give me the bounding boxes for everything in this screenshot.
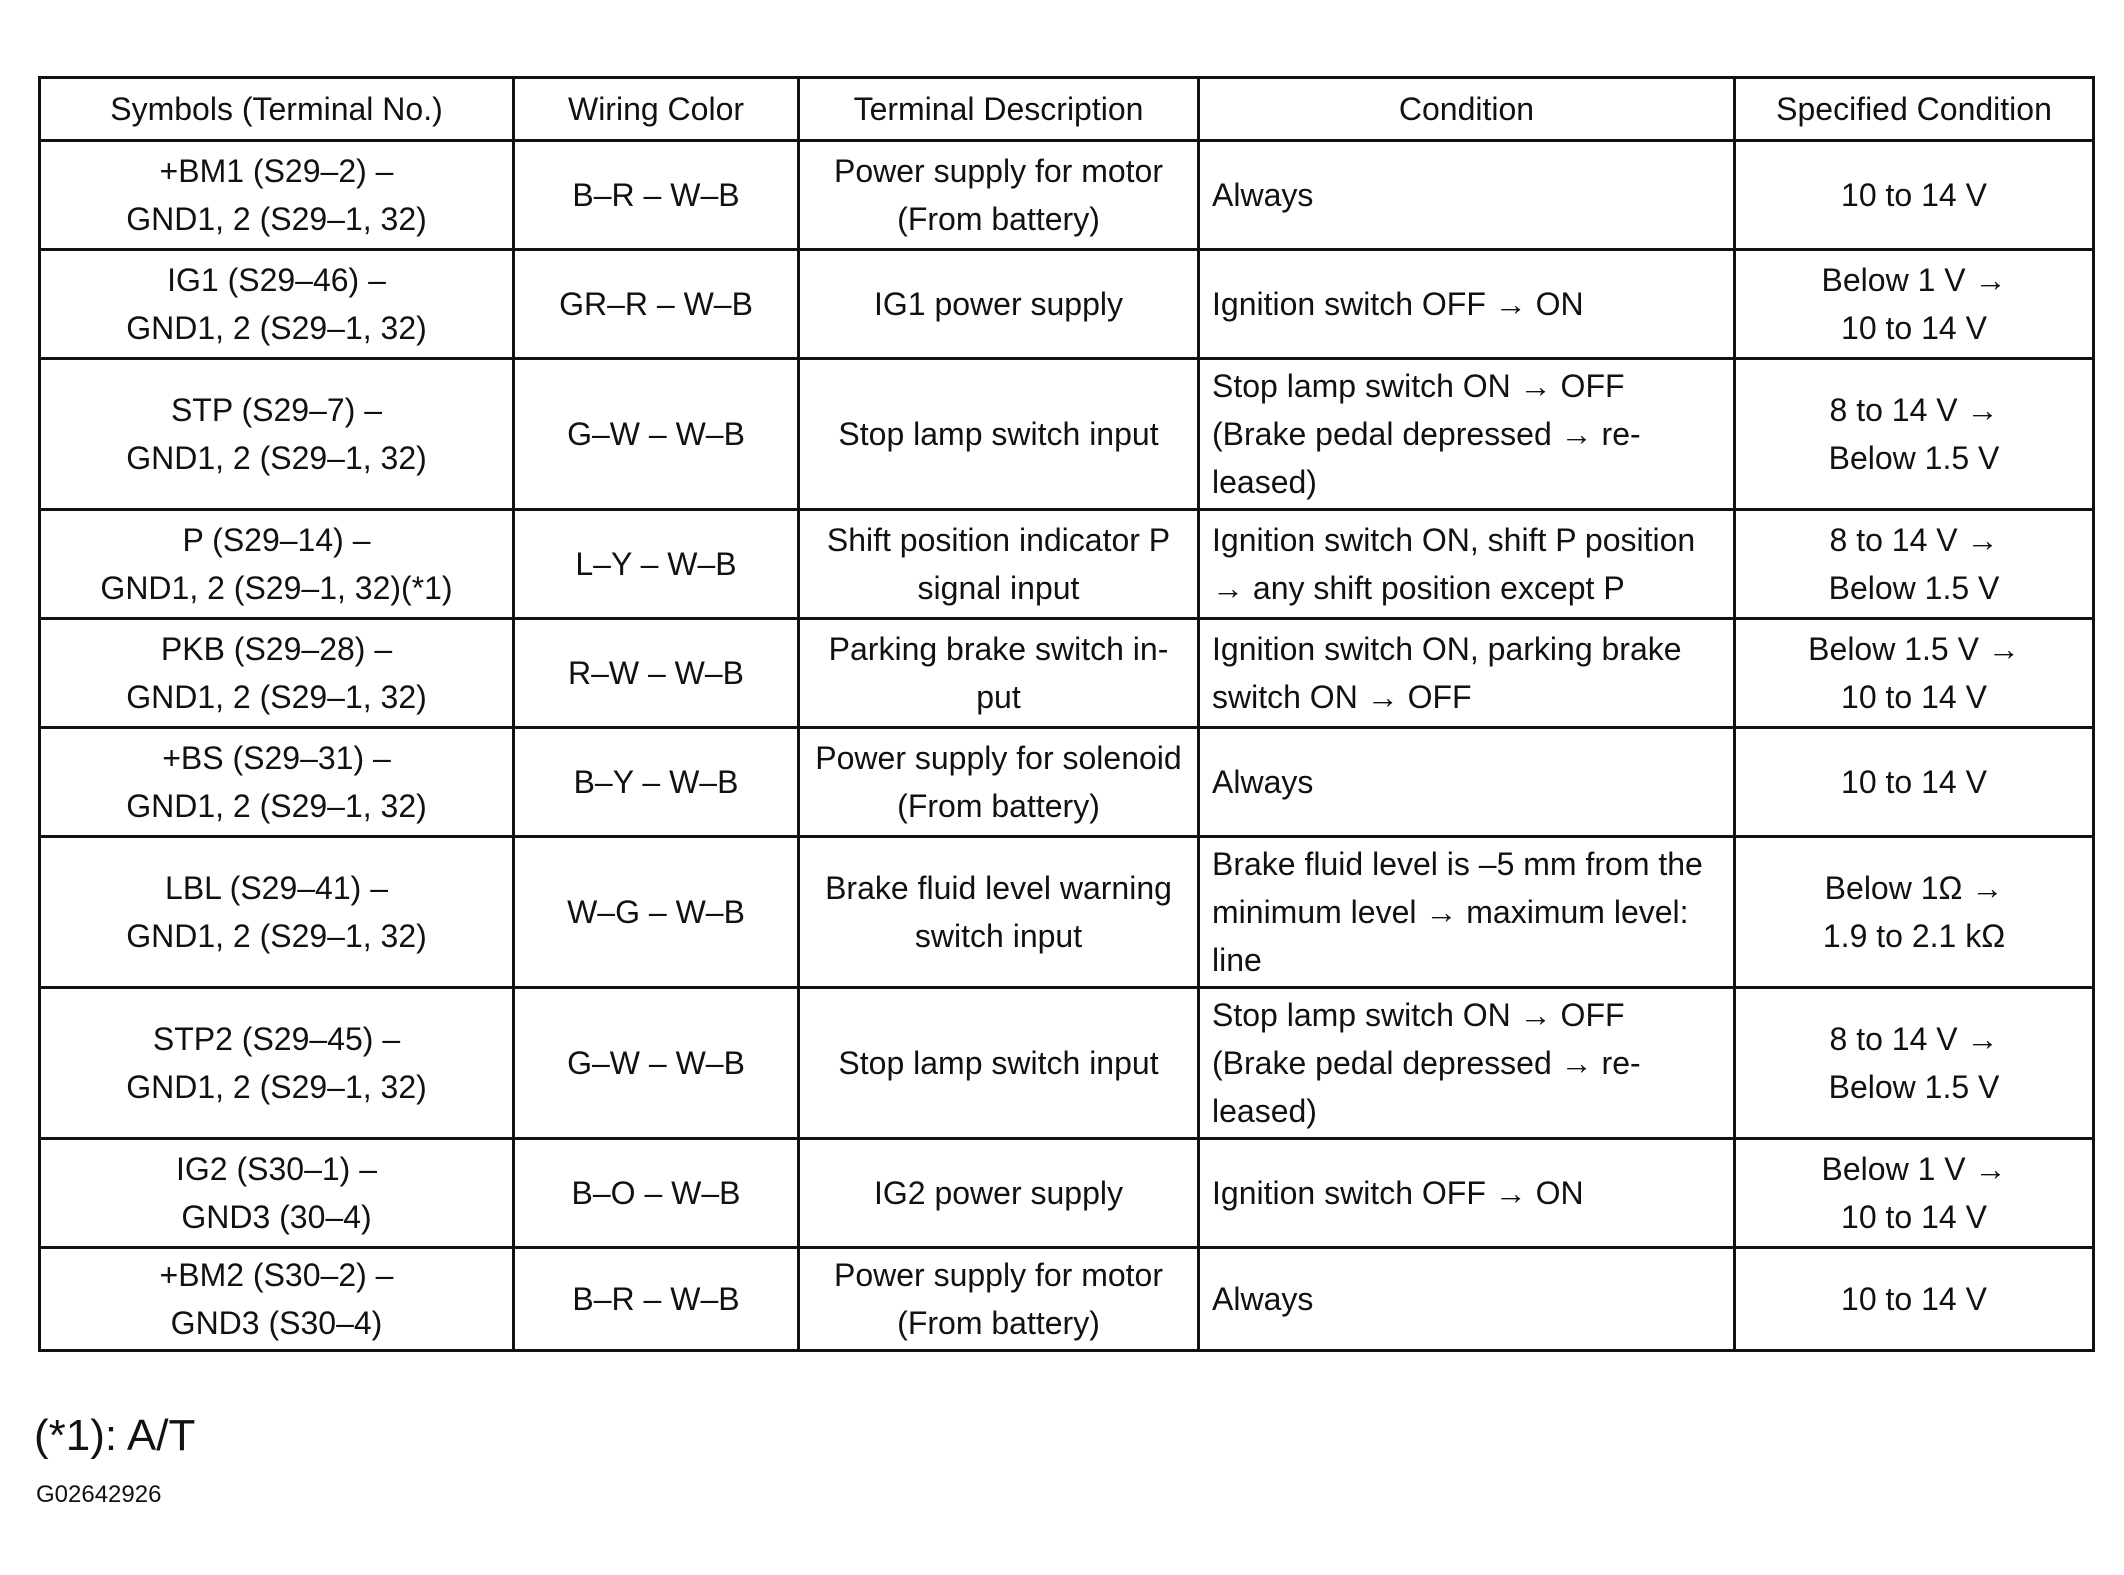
cell-specified-condition-line: 1.9 to 2.1 kΩ — [1822, 918, 2006, 954]
cell-condition — [1199, 141, 1735, 250]
cell-condition-line: line — [1212, 942, 1262, 978]
cell-terminal-description-line: Power supply for motor — [833, 1257, 1163, 1293]
cell-specified-condition-line: Below 1.5 V — [1828, 440, 2000, 476]
cell-condition-line: Always — [1212, 764, 1314, 800]
cell-symbols — [40, 1139, 514, 1248]
cell-specified-condition — [1735, 837, 2094, 988]
cell-condition-line: switch ON → OFF — [1212, 679, 1472, 715]
cell-terminal-description — [799, 1248, 1199, 1351]
cell-terminal-description-line: IG2 power supply — [873, 1175, 1123, 1211]
table-row — [40, 837, 2094, 988]
cell-terminal-description-line: (From battery) — [897, 1305, 1100, 1341]
cell-specified-condition — [1735, 141, 2094, 250]
table-row — [40, 619, 2094, 728]
cell-wiring-color: B–Y – W–B — [514, 728, 799, 837]
cell-wiring-color: G–W – W–B — [514, 988, 799, 1139]
cell-condition — [1199, 510, 1735, 619]
cell-condition — [1199, 619, 1735, 728]
cell-terminal-description-line: IG1 power supply — [873, 286, 1123, 322]
cell-symbols — [40, 359, 514, 510]
cell-symbols — [40, 619, 514, 728]
cell-terminal-description-line: (From battery) — [897, 788, 1100, 824]
cell-symbols — [40, 988, 514, 1139]
cell-wiring-color: B–R – W–B — [514, 141, 799, 250]
cell-terminal-description-line: put — [976, 679, 1021, 715]
cell-terminal-description-line: switch input — [914, 918, 1083, 954]
cell-specified-condition — [1735, 510, 2094, 619]
cell-terminal-description-line: Shift position indicator P — [826, 522, 1171, 558]
cell-symbols-line: IG1 (S29–46) – — [167, 262, 386, 298]
cell-terminal-description-line: Stop lamp switch input — [838, 416, 1159, 452]
table-row — [40, 1139, 2094, 1248]
cell-symbols-line: GND1, 2 (S29–1, 32) — [126, 918, 427, 954]
cell-specified-condition-line: 10 to 14 V — [1841, 1281, 1987, 1317]
cell-symbols-line: +BM1 (S29–2) – — [159, 153, 394, 189]
cell-wiring-color: R–W – W–B — [514, 619, 799, 728]
cell-condition-line: Always — [1212, 1281, 1314, 1317]
cell-terminal-description — [799, 988, 1199, 1139]
cell-symbols-line: GND3 (30–4) — [181, 1199, 372, 1235]
cell-symbols-line: P (S29–14) – — [182, 522, 371, 558]
table-header-row — [40, 78, 2094, 141]
table-row — [40, 1248, 2094, 1351]
header-wiring-color: Wiring Color — [514, 78, 799, 141]
figure-id: G02642926 — [36, 1481, 162, 1508]
cell-specified-condition — [1735, 359, 2094, 510]
cell-specified-condition-line: Below 1 V → — [1821, 1151, 2007, 1187]
cell-condition-line: Ignition switch OFF → ON — [1212, 286, 1584, 322]
cell-condition — [1199, 1248, 1735, 1351]
cell-condition-line: Brake fluid level is –5 mm from the — [1212, 846, 1703, 882]
cell-wiring-color: L–Y – W–B — [514, 510, 799, 619]
cell-specified-condition — [1735, 1139, 2094, 1248]
cell-symbols-line: LBL (S29–41) – — [165, 870, 388, 906]
cell-symbols — [40, 1248, 514, 1351]
cell-terminal-description — [799, 359, 1199, 510]
cell-terminal-description-line: Power supply for solenoid — [815, 740, 1182, 776]
cell-symbols — [40, 510, 514, 619]
cell-terminal-description-line: Parking brake switch in- — [828, 631, 1169, 667]
cell-symbols-line: +BM2 (S30–2) – — [159, 1257, 394, 1293]
table-row — [40, 728, 2094, 837]
cell-condition-line: → any shift position except P — [1212, 570, 1625, 606]
cell-symbols-line: +BS (S29–31) – — [162, 740, 391, 776]
cell-symbols-line: GND1, 2 (S29–1, 32) — [126, 201, 427, 237]
cell-specified-condition — [1735, 250, 2094, 359]
cell-wiring-color: B–O – W–B — [514, 1139, 799, 1248]
cell-symbols — [40, 250, 514, 359]
cell-specified-condition-line: 8 to 14 V → — [1829, 1021, 1999, 1057]
table-row — [40, 510, 2094, 619]
cell-terminal-description — [799, 837, 1199, 988]
cell-symbols-line: STP2 (S29–45) – — [152, 1021, 401, 1057]
cell-specified-condition-line: Below 1.5 V — [1828, 1069, 2000, 1105]
cell-symbols-line: GND1, 2 (S29–1, 32) — [126, 679, 427, 715]
cell-condition — [1199, 250, 1735, 359]
cell-symbols-line: GND1, 2 (S29–1, 32) — [126, 1069, 427, 1105]
cell-terminal-description — [799, 141, 1199, 250]
cell-specified-condition-line: 10 to 14 V — [1841, 764, 1987, 800]
cell-terminal-description-line: signal input — [917, 570, 1080, 606]
cell-specified-condition-line: 10 to 14 V — [1841, 1199, 1987, 1235]
footnote: (*1): A/T — [34, 1411, 196, 1460]
cell-condition-line: leased) — [1212, 1093, 1317, 1129]
cell-specified-condition — [1735, 728, 2094, 837]
cell-specified-condition — [1735, 1248, 2094, 1351]
table-body — [40, 141, 2094, 1351]
cell-terminal-description-line: Brake fluid level warning — [825, 870, 1172, 906]
cell-condition-line: minimum level → maximum level: — [1212, 894, 1689, 930]
cell-specified-condition-line: Below 1 V → — [1821, 262, 2007, 298]
cell-condition-line: Ignition switch OFF → ON — [1212, 1175, 1584, 1211]
cell-specified-condition-line: 10 to 14 V — [1841, 177, 1987, 213]
cell-specified-condition — [1735, 988, 2094, 1139]
header-terminal-description: Terminal Description — [799, 78, 1199, 141]
cell-terminal-description — [799, 728, 1199, 837]
cell-terminal-description-line: Power supply for motor — [833, 153, 1163, 189]
cell-condition-line: (Brake pedal depressed → re- — [1212, 1045, 1641, 1081]
cell-condition-line: Stop lamp switch ON → OFF — [1212, 368, 1625, 404]
cell-condition-line: leased) — [1212, 464, 1317, 500]
cell-terminal-description-line: (From battery) — [897, 201, 1100, 237]
cell-specified-condition-line: Below 1.5 V → — [1808, 631, 2020, 667]
cell-specified-condition — [1735, 619, 2094, 728]
cell-symbols-line: IG2 (S30–1) – — [176, 1151, 377, 1187]
cell-condition-line: Ignition switch ON, shift P position — [1212, 522, 1696, 558]
cell-condition-line: Always — [1212, 177, 1314, 213]
cell-terminal-description-line: Stop lamp switch input — [838, 1045, 1159, 1081]
cell-symbols-line: STP (S29–7) – — [170, 392, 383, 428]
cell-symbols — [40, 141, 514, 250]
header-condition: Condition — [1199, 78, 1735, 141]
cell-wiring-color: B–R – W–B — [514, 1248, 799, 1351]
cell-specified-condition-line: 8 to 14 V → — [1829, 392, 1999, 428]
cell-terminal-description — [799, 1139, 1199, 1248]
table-row — [40, 988, 2094, 1139]
cell-condition — [1199, 728, 1735, 837]
terminal-spec-table — [38, 76, 2095, 1352]
cell-specified-condition-line: Below 1.5 V — [1828, 570, 2000, 606]
cell-condition — [1199, 359, 1735, 510]
cell-condition-line: (Brake pedal depressed → re- — [1212, 416, 1641, 452]
cell-symbols-line: GND1, 2 (S29–1, 32) — [126, 310, 427, 346]
cell-specified-condition-line: 10 to 14 V — [1841, 310, 1987, 346]
cell-symbols-line: GND1, 2 (S29–1, 32)(*1) — [100, 570, 453, 606]
cell-symbols — [40, 728, 514, 837]
cell-symbols-line: PKB (S29–28) – — [160, 631, 393, 667]
cell-terminal-description — [799, 510, 1199, 619]
header-specified-condition: Specified Condition — [1735, 78, 2094, 141]
cell-wiring-color: GR–R – W–B — [514, 250, 799, 359]
table-row — [40, 250, 2094, 359]
cell-terminal-description — [799, 619, 1199, 728]
cell-terminal-description — [799, 250, 1199, 359]
table-row — [40, 141, 2094, 250]
cell-specified-condition-line: 8 to 14 V → — [1829, 522, 1999, 558]
cell-wiring-color: W–G – W–B — [514, 837, 799, 988]
cell-condition-line: Stop lamp switch ON → OFF — [1212, 997, 1625, 1033]
header-symbols: Symbols (Terminal No.) — [40, 78, 514, 141]
cell-symbols-line: GND1, 2 (S29–1, 32) — [126, 788, 427, 824]
cell-wiring-color: G–W – W–B — [514, 359, 799, 510]
cell-specified-condition-line: 10 to 14 V — [1841, 679, 1987, 715]
cell-condition — [1199, 988, 1735, 1139]
cell-symbols-line: GND1, 2 (S29–1, 32) — [126, 440, 427, 476]
cell-condition — [1199, 1139, 1735, 1248]
cell-condition-line: Ignition switch ON, parking brake — [1212, 631, 1682, 667]
cell-symbols — [40, 837, 514, 988]
cell-condition — [1199, 837, 1735, 988]
cell-specified-condition-line: Below 1Ω → — [1824, 870, 2004, 906]
cell-symbols-line: GND3 (S30–4) — [170, 1305, 383, 1341]
table-row — [40, 359, 2094, 510]
